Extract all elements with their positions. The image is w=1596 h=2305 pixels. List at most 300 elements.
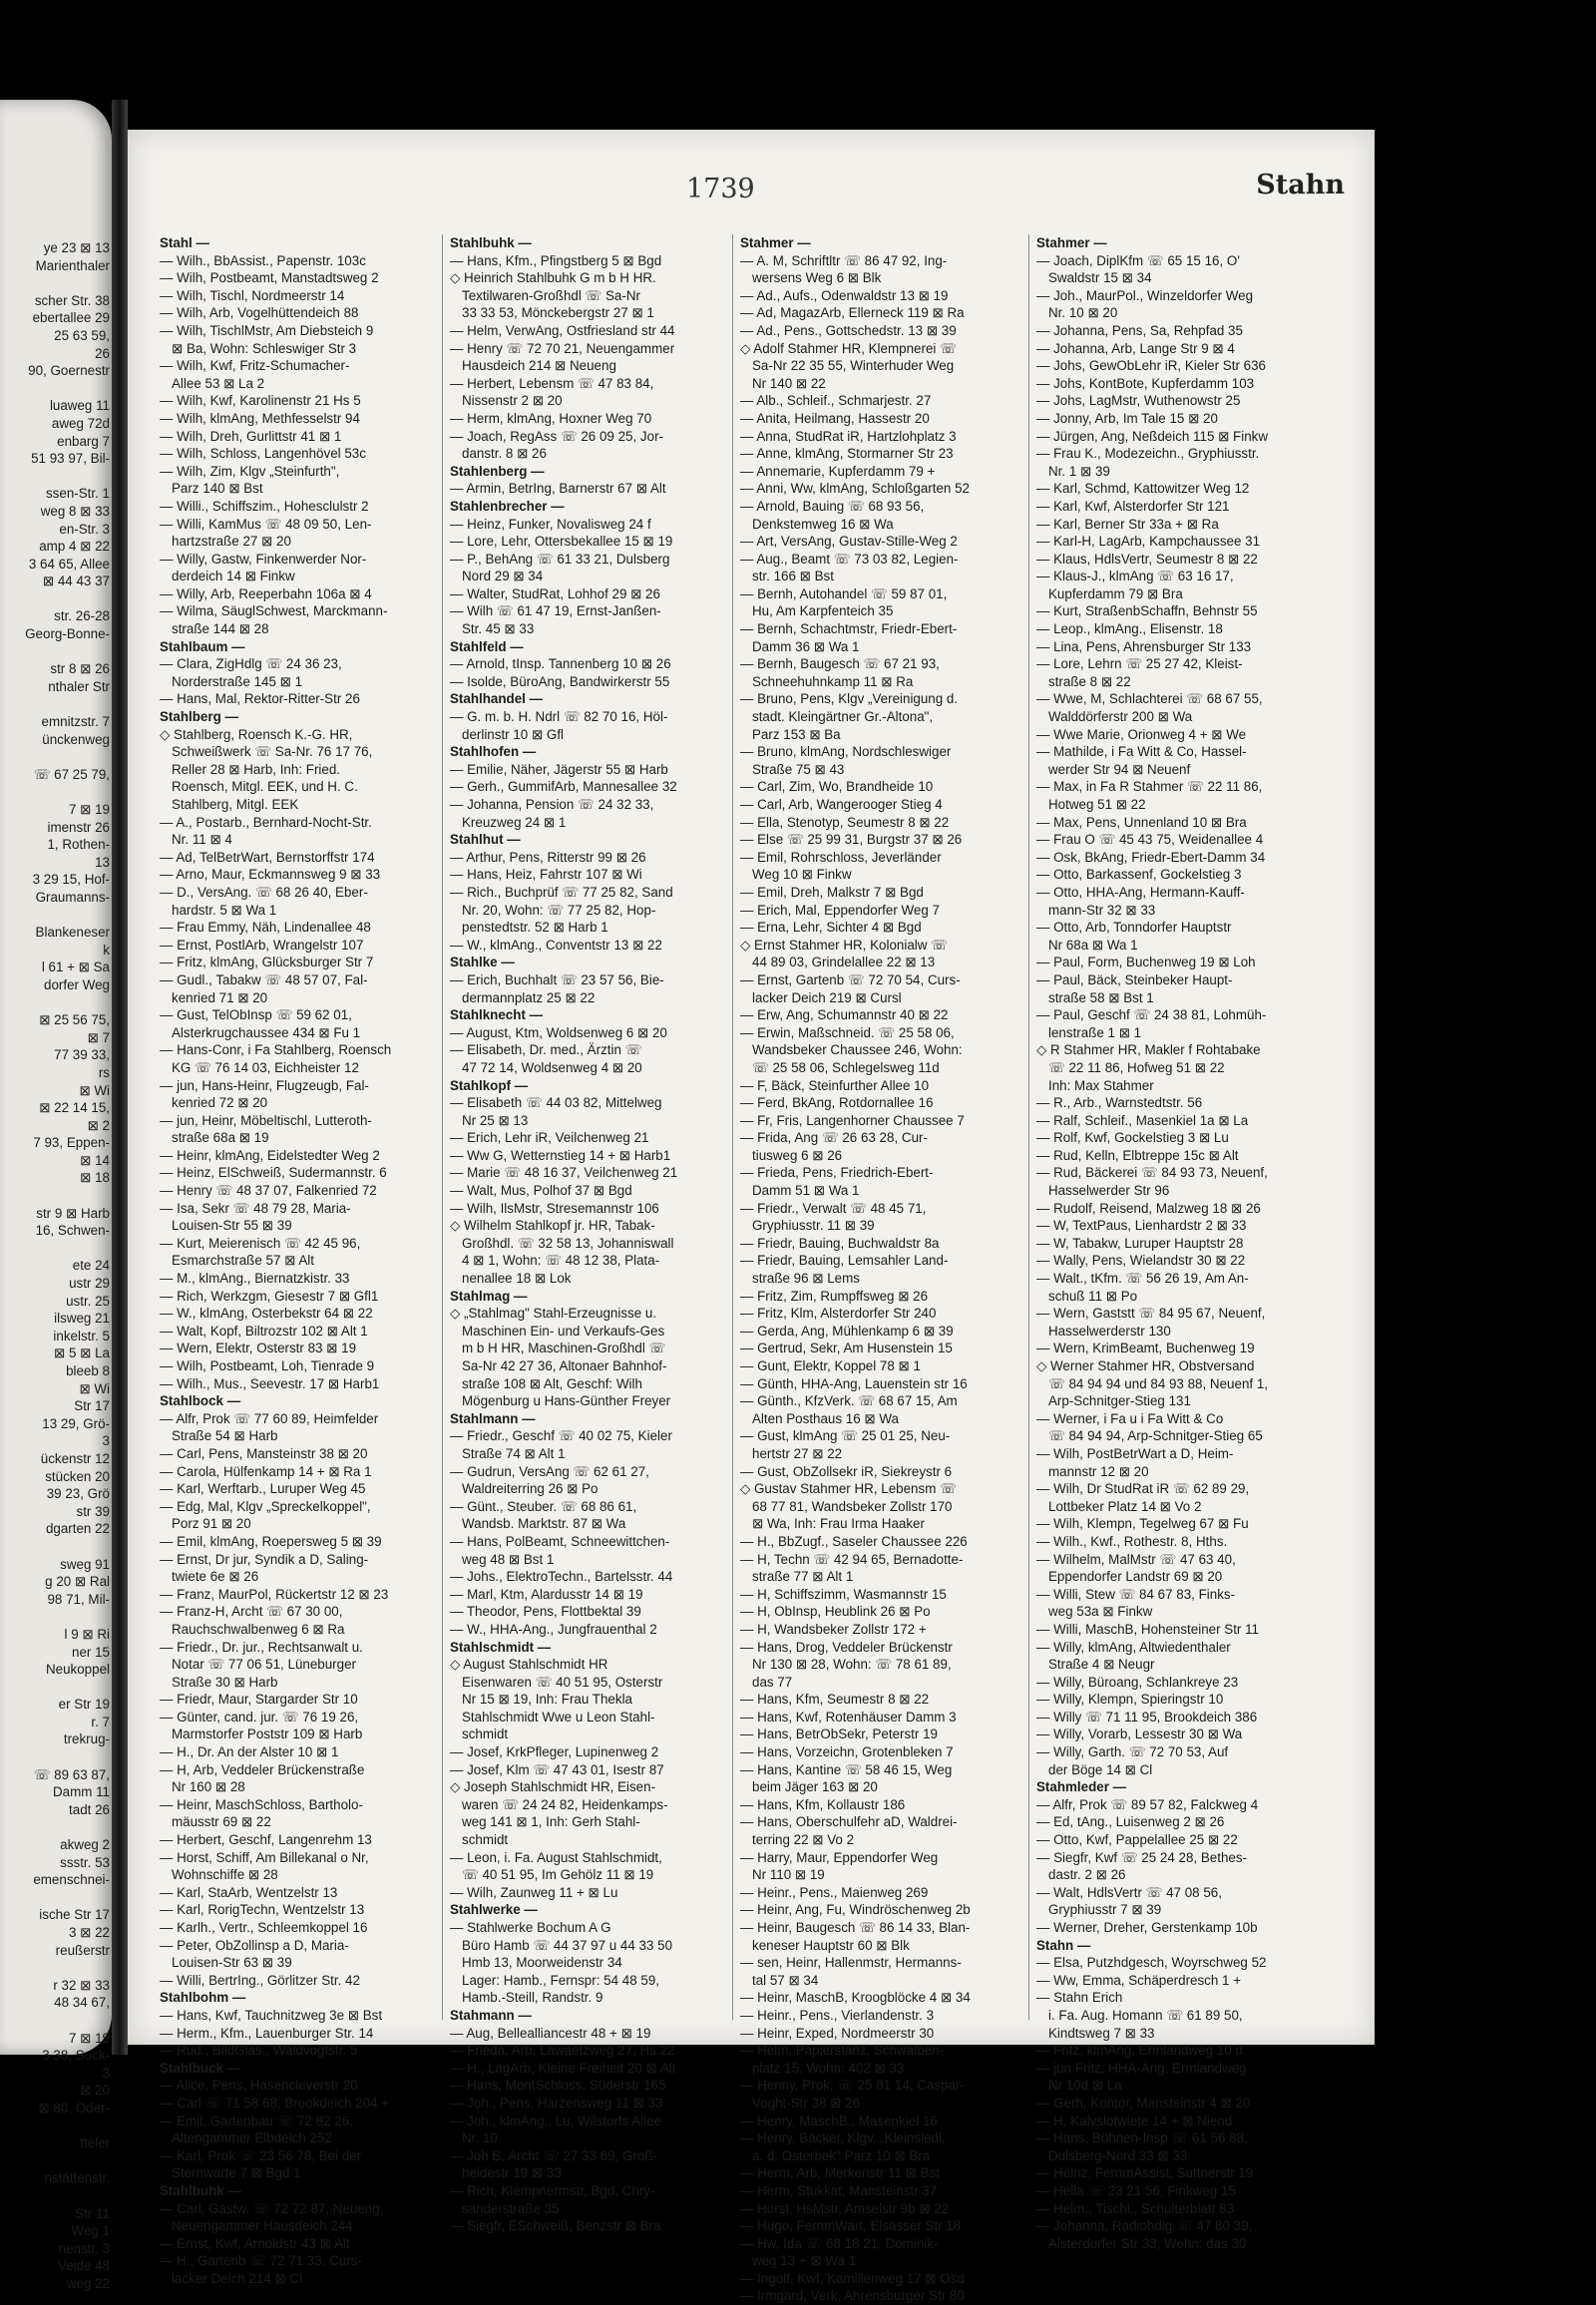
directory-entry-line: terring 22 ⊠ Vo 2 (752, 1832, 855, 1848)
directory-entry-line: — Gust, TelObInsp ☏ 59 62 01, (160, 1007, 352, 1023)
directory-entry-line: Stahlbuhk — (450, 235, 532, 250)
left-page-fragment (0, 695, 110, 713)
left-page-fragment (0, 1679, 110, 1697)
directory-entry-line: — Hans, Mal, Rektor-Ritter-Str 26 (160, 691, 360, 707)
directory-entry-line: Stahlberg, Mitgl. EEK (172, 797, 299, 812)
directory-entry-line: — Ad., Pens., Gottschedstr. 13 ⊠ 39 (740, 322, 957, 338)
left-page-fragment: Blankeneser (35, 925, 110, 941)
directory-entry-line: — Ernst, Dr jur, Syndik a D, Saling- (160, 1551, 369, 1567)
directory-entry-line: Altengammer Elbdeich 252 (172, 2130, 332, 2146)
directory-entry-line: — Erich, Mal, Eppendorfer Weg 7 (740, 902, 940, 918)
left-page-fragment: ssen-Str. 1 (45, 486, 110, 502)
directory-entry-line: — Hans, Kfm, Seumestr 8 ⊠ 22 (740, 1692, 930, 1708)
directory-entry-line: — Günter, cand. jur. ☏ 76 19 26, (160, 1709, 359, 1725)
directory-entry-line: i. Fa. Aug. Homann ☏ 61 89 50, (1048, 2007, 1243, 2023)
left-page-fragment: dgarten 22 (45, 1521, 110, 1537)
directory-entry-line: — Heinz, FernmAssist, Suttnerstr 19 (1036, 2165, 1254, 2181)
directory-entry-line: Hausdeich 214 ⊠ Neueng (462, 358, 616, 374)
left-page-fragment: ünckenweg (42, 731, 110, 747)
directory-entry-line: dermannplatz 25 ⊠ 22 (462, 989, 596, 1005)
directory-entry-line: — H., BbZugf., Saseler Chaussee 226 (740, 1533, 968, 1549)
directory-entry-line: — Stahlwerke Bochum A G (450, 1920, 611, 1935)
directory-entry-line: — Clara, ZigHdlg ☏ 24 36 23, (160, 656, 342, 672)
directory-entry-line: — Franz, MaurPol, Rückertstr 12 ⊠ 23 (160, 1586, 389, 1602)
directory-entry-line: — Wilh, Kwf, Fritz-Schumacher- (160, 358, 350, 374)
directory-entry-line: — W., klmAng, Osterbekstr 64 ⊠ 22 (160, 1306, 373, 1322)
directory-entry-line: — Bruno, Pens, Klgv „Vereinigung d. (740, 691, 959, 707)
directory-entry-line: — Annemarie, Kupferdamm 79 + (740, 463, 936, 479)
left-page-fragment: 39 23, Grö (46, 1486, 110, 1502)
directory-entry-line: — M., klmAng., Biernatzkistr. 33 (160, 1271, 350, 1287)
directory-entry-line: — Hans, Bühnen-Insp ☏ 61 56 88, (1036, 2130, 1248, 2146)
directory-entry-line: — Werner, Dreher, Gerstenkamp 10b (1036, 1920, 1258, 1935)
directory-entry-line: — Gerda, Ang, Mühlenkamp 6 ⊠ 39 (740, 1323, 954, 1339)
directory-entry-line: — Willy ☏ 71 11 95, Brookdeich 386 (1036, 1709, 1258, 1725)
left-page-fragment: 3 ⊠ 22 (68, 1925, 110, 1940)
directory-entry-line: Schneehuhnkamp 11 ⊠ Ra (752, 673, 914, 689)
directory-entry-line: straße 96 ⊠ Lems (752, 1271, 860, 1287)
left-page-fragment: 13 (95, 854, 110, 870)
directory-entry-line: der Böge 14 ⊠ Cl (1048, 1761, 1153, 1777)
directory-entry-line: weg 13 + ⊠ Wa 1 (752, 2253, 857, 2269)
directory-entry-line: a. d. Osterbek" Parz 10 ⊠ Bra (752, 2147, 931, 2163)
left-page-fragment: ner 15 (72, 1644, 110, 1660)
directory-entry-line: — Erwin, Maßschneid. ☏ 25 58 06, (740, 1024, 955, 1040)
directory-entry-line: Maschinen Ein- und Verkaufs-Ges (462, 1323, 665, 1339)
directory-entry-line: — Wwe, M, Schlachterei ☏ 68 67 55, (1036, 691, 1263, 707)
directory-entry-line: — Horst, HsMstr, Amselstr 9b ⊠ 22 (740, 2200, 950, 2216)
directory-entry-line: — W., klmAng., Conventstr 13 ⊠ 22 (450, 937, 662, 953)
directory-entry-line: Arp-Schnitger-Stieg 131 (1048, 1393, 1191, 1409)
directory-entry-line: — Carl, Zim, Wo, Brandheide 10 (740, 779, 934, 795)
directory-entry-line: — D., VersAng. ☏ 68 26 40, Eber- (160, 884, 368, 900)
directory-entry-line: — Gerh, Kontor, Mansteinstr 4 ⊠ 20 (1036, 2095, 1251, 2111)
directory-entry-line: ◇ Adolf Stahmer HR, Klempnerei ☏ (740, 340, 957, 356)
directory-entry-line: — Rudolf, Reisend, Malzweg 18 ⊠ 26 (1036, 1200, 1261, 1216)
left-page-fragment: ☏ 67 25 79, (33, 766, 110, 782)
directory-entry-line: — Herm., Kfm., Lauenburger Str. 14 (160, 2025, 374, 2041)
directory-entry-line: — Willi, Stew ☏ 84 67 83, Finks- (1036, 1586, 1236, 1602)
directory-entry-line: — Willi, MaschB, Hohensteiner Str 11 (1036, 1621, 1260, 1637)
directory-entry-line: Stahlknecht — (450, 1007, 544, 1023)
left-page-fragment: emnitzstr. 7 (41, 714, 110, 730)
left-page-fragment: r. 7 (91, 1714, 110, 1729)
left-page-fragment: ⊠ 7 (87, 1029, 110, 1045)
directory-entry-line: werder Str 94 ⊠ Neuenf (1048, 761, 1191, 777)
directory-entry-line: — Werner, i Fa u i Fa Witt & Co (1036, 1410, 1224, 1426)
book-spine (112, 100, 128, 2055)
left-page-fragment (0, 2012, 110, 2030)
left-page-fragment: imenstr 26 (47, 819, 110, 835)
directory-entry-line: — Bruno, klmAng, Nordschleswiger (740, 744, 952, 760)
left-page-fragment: dorfer Weg (44, 976, 110, 992)
directory-entry-line: — Heinr, Ang, Fu, Windröschenweg 2b (740, 1902, 971, 1918)
left-page-fragment: nthaler Str (48, 678, 110, 694)
left-page-fragment: 77 39 33, (54, 1047, 110, 1063)
directory-entry-line: — Kurt, Meierenisch ☏ 42 45 96, (160, 1235, 361, 1251)
directory-entry-line: — Wern, KrimBeamt, Buchenweg 19 (1036, 1341, 1255, 1356)
directory-entry-line: 44 89 03, Grindelallee 22 ⊠ 13 (752, 955, 936, 970)
directory-entry-line: — Johs., ElektroTechn., Bartelsstr. 44 (450, 1569, 673, 1585)
directory-entry-line: str. 166 ⊠ Bst (752, 569, 834, 584)
directory-entry-line: — Willy, klmAng, Altwiedenthaler (1036, 1639, 1231, 1655)
directory-entry-line: — Helm., Tischl., Schulterblatt 83 (1036, 2200, 1234, 2216)
directory-entry-line: Wohnschiffe ⊠ 28 (172, 1867, 278, 1883)
left-page-fragment: 3 29 15, Hof- (32, 872, 110, 888)
directory-entry-line: Nr. 10 (462, 2130, 498, 2146)
directory-entry-line: — Walt., tKfm. ☏ 56 26 19, Am An- (1036, 1271, 1249, 1287)
directory-entry-line: — Fritz, Zim, Rumpffsweg ⊠ 26 (740, 1288, 929, 1304)
directory-entry-line: schmidt (462, 1832, 509, 1848)
directory-entry-line: Hasselwerderstr 130 (1048, 1323, 1171, 1339)
directory-entry-line: — Karl, Prok ☏ 23 56 78, Bei der (160, 2147, 362, 2163)
directory-entry-line: — Isa, Sekr ☏ 48 79 28, Maria- (160, 1200, 351, 1216)
directory-entry-line: — F, Bäck, Steinfurther Allee 10 (740, 1077, 930, 1093)
left-page-fragment-column (0, 239, 110, 2292)
directory-entry-line: Dulsberg-Nord 33 ⊠ 33 (1048, 2147, 1188, 2163)
directory-entry-line: — Wilh, TischlMstr, Am Diebsteich 9 (160, 322, 374, 338)
directory-entry-line: — Max, Pens, Unnenland 10 ⊠ Bra (1036, 814, 1247, 830)
directory-entry-line: Straße 30 ⊠ Harb (172, 1674, 278, 1690)
directory-entry-line: dastr. 2 ⊠ 26 (1048, 1867, 1126, 1883)
page-number: 1739 (686, 174, 755, 204)
left-page-fragment: rs (98, 1064, 110, 1080)
directory-entry-line: Schweißwerk ☏ Sa-Nr. 76 17 76, (172, 744, 373, 760)
left-page-fragment: 3 64 65, Allee (28, 556, 110, 572)
directory-entry-line: — Anni, Ww, klmAng, Schloßgarten 52 (740, 481, 970, 497)
directory-entry-line: Großhdl. ☏ 32 58 13, Johanniswall (462, 1235, 674, 1251)
left-page-fragment (0, 1608, 110, 1626)
directory-entry-line: Sternwarte 7 ⊠ Bgd 1 (172, 2165, 301, 2181)
directory-entry-line: Hasselwerder Str 96 (1048, 1183, 1170, 1199)
directory-entry-line: — Ferd, BkAng, Rotdornallee 16 (740, 1095, 934, 1111)
directory-column-1 (160, 234, 444, 2287)
left-page-fragment: ⊠ Wi (79, 1380, 110, 1396)
directory-entry-line: — Hans, Kantine ☏ 58 46 15, Weg (740, 1761, 953, 1777)
directory-entry-line: — Siegfr, Kwf ☏ 25 24 28, Bethes- (1036, 1849, 1248, 1865)
directory-entry-line: weg 48 ⊠ Bst 1 (462, 1551, 555, 1567)
directory-entry-line: — Anna, StudRat iR, Hartzlohplatz 3 (740, 428, 957, 444)
page-header (128, 170, 1375, 213)
left-page-fragment: ische Str 17 (39, 1907, 110, 1923)
directory-entry-line: Nr. 11 ⊠ 4 (172, 832, 232, 848)
left-page-fragment: ückenstr 12 (40, 1450, 110, 1466)
left-page-fragment: tadt 26 (69, 1801, 110, 1817)
left-page-fragment: 7 ⊠ 19 (68, 2030, 110, 2046)
directory-entry-line: — Heinr., Pens., Vierlandenstr. 3 (740, 2007, 935, 2023)
directory-entry-line: — Gust, klmAng ☏ 25 01 25, Neu- (740, 1428, 951, 1444)
directory-entry-line: — Otto, Arb, Tonndorfer Hauptstr (1036, 920, 1232, 936)
directory-entry-line: — Carl, Pens, Mansteinstr 38 ⊠ 20 (160, 1445, 368, 1461)
directory-entry-line: — A. M, Schriftltr ☏ 86 47 92, Ing- (740, 252, 948, 268)
directory-entry-line: ◇ Heinrich Stahlbuhk G m b H HR. (450, 270, 656, 286)
left-page-fragment: l 9 ⊠ Ri (64, 1626, 110, 1642)
left-page-fragment (0, 380, 110, 398)
left-page-fragment (0, 468, 110, 486)
directory-entry-line: ◇ Joseph Stahlschmidt HR, Eisen- (450, 1779, 656, 1795)
left-page-fragment: 3 38, Suck- (42, 2048, 110, 2064)
directory-entry-line: — Carola, Hülfenkamp 14 + ⊠ Ra 1 (160, 1463, 372, 1479)
directory-entry-line: Stahl — (160, 235, 209, 250)
left-page-fragment: ⊠ 2 (87, 1117, 110, 1133)
directory-entry-line: ☏ 84 94 94, Arp-Schnitger-Stieg 65 (1048, 1428, 1263, 1444)
left-page-fragment: nenstr. 3 (58, 2240, 110, 2256)
left-page-fragment: ⊠ 22 14 15, (39, 1100, 110, 1116)
directory-entry-line: — Frida, Ang ☏ 26 63 28, Cur- (740, 1130, 928, 1146)
directory-entry-line: Nr. 1 ⊠ 39 (1048, 463, 1110, 479)
directory-entry-line: — Wilh, Schloss, Langenhövel 53c (160, 446, 366, 462)
directory-entry-line: — Lore, Lehrn ☏ 25 27 42, Kleist- (1036, 656, 1243, 672)
directory-entry-line: Stahmer — (1036, 235, 1107, 250)
directory-entry-line: Kindtsweg 7 ⊠ 33 (1048, 2025, 1155, 2041)
directory-entry-line: — H, Techn ☏ 42 94 65, Bernadotte- (740, 1551, 964, 1567)
directory-entry-line: Stahlfeld — (450, 638, 524, 654)
directory-entry-line: Louisen-Str 63 ⊠ 39 (172, 1955, 292, 1971)
directory-entry-line: Voght-Str 38 ⊠ 26 (752, 2095, 860, 2111)
directory-entry-line: ☏ 84 94 94 und 84 93 88, Neuenf 1, (1048, 1375, 1269, 1391)
directory-entry-line: straße 108 ⊠ Alt, Geschf: Wilh (462, 1375, 642, 1391)
directory-entry-line: — Else ☏ 25 99 31, Burgstr 37 ⊠ 26 (740, 832, 963, 848)
directory-entry-line: — Walter, StudRat, Lohhof 29 ⊠ 26 (450, 585, 660, 601)
directory-entry-line: — Johanna, Pens, Sa, Rehpfad 35 (1036, 322, 1243, 338)
directory-entry-line: Stahlbaum — (160, 638, 245, 654)
directory-entry-line: — Klaus-J., klmAng ☏ 63 16 17, (1036, 569, 1234, 584)
left-page-fragment: er Str 19 (58, 1697, 110, 1713)
left-page-fragment: Marienthaler (35, 257, 110, 273)
directory-entry-line: derlinstr 10 ⊠ Gfl (462, 726, 565, 742)
directory-entry-line: — Hugo, FernmWart, Elsässer Str 18 (740, 2218, 962, 2234)
left-page-fragment: g 20 ⊠ Ral (45, 1574, 110, 1590)
directory-entry-line: Esmarchstraße 57 ⊠ Alt (172, 1253, 314, 1269)
directory-entry-line: — Rud., BildGlas., Waldvogtstr. 5 (160, 2043, 358, 2059)
directory-entry-line: — Alice, Pens, Hasencleverstr 20 (160, 2078, 358, 2094)
directory-entry-line: lacker Deich 214 ⊠ Cl (172, 2270, 303, 2286)
directory-entry-line: — Willi., Schiffszim., Hohesclulstr 2 (160, 498, 369, 514)
directory-entry-line: Stahlenberg — (450, 463, 545, 479)
directory-entry-line: Nr 110 ⊠ 19 (752, 1867, 825, 1883)
directory-entry-line: — Wilh, Dr StudRat iR ☏ 62 89 29, (1036, 1481, 1250, 1497)
left-page-fragment: 13 29, Grö- (42, 1415, 110, 1431)
directory-entry-line: 47 72 14, Woldsenweg 4 ⊠ 20 (462, 1059, 642, 1075)
directory-entry-line: — Hans-Conr, i Fa Stahlberg, Roensch (160, 1042, 392, 1058)
left-page-fragment: Georg-Bonne- (25, 626, 110, 642)
directory-entry-line: Hamb.-Steill, Randstr. 9 (462, 1990, 603, 2006)
left-page-fragment: scher Str. 38 (34, 292, 110, 308)
directory-entry-line: Nr 140 ⊠ 22 (752, 375, 826, 391)
left-page-fragment: stücken 20 (45, 1468, 110, 1484)
directory-entry-line: — Rud, Bäckerei ☏ 84 93 73, Neuenf, (1036, 1165, 1268, 1181)
left-page-fragment: sweg 91 (60, 1556, 110, 1572)
directory-entry-line: — Joh., Pens, Harzensweg 11 ⊠ 33 (450, 2095, 663, 2111)
left-page-fragment: weg 8 ⊠ 33 (40, 503, 110, 519)
directory-entry-line: — H, Kalvslotwiete 14 + ⊠ Niend (1036, 2113, 1233, 2128)
left-page-fragment: ebertallee 29 (32, 310, 110, 326)
directory-entry-line: Str. 45 ⊠ 33 (462, 621, 535, 637)
directory-entry-line: — Helm, Papierstanz, Schwalben- (740, 2043, 944, 2059)
directory-entry-line: 33 33 53, Mönckebergstr 27 ⊠ 1 (462, 305, 654, 321)
directory-entry-line: Straße 74 ⊠ Alt 1 (462, 1445, 566, 1461)
directory-entry-line: — Heinr, Baugesch ☏ 86 14 33, Blan- (740, 1920, 971, 1935)
directory-entry-line: — Johanna, Radiohdlg ☏ 47 80 39, (1036, 2218, 1253, 2234)
directory-entry-line: — Wilh, Zim, Klgv „Steinfurth", (160, 463, 340, 479)
directory-entry-line: nenallee 18 ⊠ Lok (462, 1271, 572, 1287)
directory-entry-line: — Emilie, Näher, Jägerstr 55 ⊠ Harb (450, 761, 668, 777)
directory-entry-line: — Ralf, Schleif., Masenkiel 1a ⊠ La (1036, 1112, 1249, 1128)
left-page-fragment: Weg 1 (71, 2223, 110, 2239)
directory-entry-line: — Karlh., Vertr., Schleemkoppel 16 (160, 1920, 368, 1935)
left-page-fragment: str 9 ⊠ Harb (36, 1205, 110, 1221)
directory-entry-line: — Friedr, Bauing, Buchwaldstr 8a (740, 1235, 940, 1251)
left-page-fragment: Str 17 (74, 1398, 110, 1414)
directory-entry-line: Eppendorfer Landstr 69 ⊠ 20 (1048, 1569, 1223, 1585)
directory-entry-line: — Gudl., Tabakw ☏ 48 57 07, Fal- (160, 971, 368, 987)
directory-entry-line: — Frau K., Modezeichn., Gryphiusstr. (1036, 446, 1260, 462)
left-page-fragment (0, 1889, 110, 1907)
directory-entry-line: — Rich, Werkzgm, Giesestr 7 ⊠ Gfl1 (160, 1288, 379, 1304)
directory-entry-line: — Günth., KfzVerk. ☏ 68 67 15, Am (740, 1393, 958, 1409)
directory-entry-line: Stahlwerke — (450, 1902, 538, 1918)
directory-entry-line: straße 8 ⊠ 22 (1048, 673, 1131, 689)
directory-entry-line: — Joach, DiplKfm ☏ 65 15 16, O' (1036, 252, 1240, 268)
directory-entry-line: — August, Ktm, Woldsenweg 6 ⊠ 20 (450, 1024, 667, 1040)
directory-entry-line: — Wilh, Dreh, Gurlittstr 41 ⊠ 1 (160, 428, 342, 444)
directory-entry-line: Lager: Hamb., Fernspr: 54 48 59, (462, 1972, 659, 1988)
directory-entry-line: — Wilh ☏ 61 47 19, Ernst-Janßen- (450, 603, 661, 619)
directory-entry-line: Stahmann — (450, 2007, 532, 2023)
directory-entry-line: keneser Hauptstr 60 ⊠ Blk (752, 1937, 910, 1953)
running-head: Stahn (1256, 170, 1345, 200)
directory-entry-line: — R., Arb., Warnstedtstr. 56 (1036, 1095, 1203, 1111)
left-page-fragment (0, 643, 110, 661)
directory-entry-line: — Heinr, klmAng, Eidelstedter Weg 2 (160, 1147, 380, 1163)
directory-entry-line: — Hans, Kfm, Kollaustr 186 (740, 1796, 906, 1812)
left-page-fragment: str 8 ⊠ 26 (50, 661, 110, 677)
directory-entry-line: Parz 153 ⊠ Ba (752, 726, 841, 742)
directory-entry-line: Nr. 20, Wohn: ☏ 77 25 82, Hop- (462, 902, 656, 918)
directory-entry-line: — Wilh, PostBetrWart a D, Heim- (1036, 1445, 1234, 1461)
directory-entry-line: — Wilh, Postbeamt, Loh, Tienrade 9 (160, 1358, 375, 1373)
left-page-fragment (0, 1240, 110, 1258)
directory-entry-line: — Klaus, HdlsVertr, Seumestr 8 ⊠ 22 (1036, 551, 1258, 567)
directory-entry-line: — Emil, Rohrschloss, Jeverländer (740, 849, 942, 865)
left-page-fragment (0, 1187, 110, 1205)
left-page-fragment: 3 (102, 2065, 110, 2081)
directory-entry-line: — Wilh, Tischl, Nordmeerstr 14 (160, 287, 345, 303)
left-page-fragment: str 39 (76, 1503, 110, 1519)
directory-entry-line: Norderstraße 145 ⊠ 1 (172, 673, 303, 689)
directory-entry-line: Stahlhofen — (450, 744, 537, 760)
directory-entry-line: — Otto, Kwf, Pappelallee 25 ⊠ 22 (1036, 1832, 1238, 1848)
directory-entry-line: — Friedr, Bauing, Lemsahler Land- (740, 1253, 949, 1269)
directory-entry-line: — Herbert, Lebensm ☏ 47 83 84, (450, 375, 654, 391)
directory-entry-line: — Heinr, MaschSchloss, Bartholo- (160, 1796, 363, 1812)
directory-entry-line: — Henry ☏ 48 37 07, Falkenried 72 (160, 1183, 377, 1199)
directory-entry-line: — Willy, Arb, Reeperbahn 106a ⊠ 4 (160, 585, 372, 601)
directory-entry-line: — Anne, klmAng, Stormarner Str 23 (740, 446, 954, 462)
directory-entry-line: — Aug, Bellealliancestr 48 + ⊠ 19 (450, 2025, 651, 2041)
directory-entry-line: — Fritz, klmAng, Glücksburger Str 7 (160, 955, 374, 970)
left-page-fragment (0, 1538, 110, 1556)
left-page-fragment: weg 22 (66, 2275, 110, 2291)
directory-entry-line: — Hans, Kfm., Pfingstberg 5 ⊠ Bgd (450, 252, 662, 268)
directory-entry-line: straße 77 ⊠ Alt 1 (752, 1569, 854, 1585)
directory-entry-line: ◇ „Stahlmag" Stahl-Erzeugnisse u. (450, 1306, 657, 1322)
directory-entry-line: Sa-Nr 22 35 55, Winterhuder Weg (752, 358, 955, 374)
directory-entry-line: Stahlschmidt — (450, 1639, 552, 1655)
directory-entry-line: — Wilh, Zaunweg 11 + ⊠ Lu (450, 1884, 618, 1900)
directory-entry-line: Neuengammer Hausdeich 244 (172, 2218, 353, 2234)
left-facing-page-edge (0, 100, 112, 2291)
directory-entry-line: — Lore, Lehr, Ottersbekallee 15 ⊠ 19 (450, 534, 673, 550)
directory-entry-line: das 77 (752, 1674, 793, 1690)
left-page-fragment (0, 1748, 110, 1766)
left-page-fragment: Damm 11 (52, 1784, 110, 1800)
directory-entry-line: — Karl-H, LagArb, Kampchaussee 31 (1036, 534, 1261, 550)
directory-entry-line: Lottbeker Platz 14 ⊠ Vo 2 (1048, 1498, 1202, 1514)
directory-entry-line: — Kurt, StraßenbSchaffn, Behnstr 55 (1036, 603, 1258, 619)
directory-entry-line: Hu, Am Karpfenteich 35 (752, 603, 894, 619)
directory-entry-line: — Bernh, Baugesch ☏ 67 21 93, (740, 656, 940, 672)
directory-entry-line: Stahlbohm — (160, 1990, 246, 2006)
directory-entry-line: — Joh B, Archt ☏ 27 33 69, Groß- (450, 2147, 658, 2163)
directory-entry-line: Sa-Nr 42 27 36, Altonaer Bahnhof- (462, 1358, 667, 1373)
directory-entry-line: Straße 4 ⊠ Neugr (1048, 1657, 1155, 1673)
directory-entry-line: weg 141 ⊠ 1, Inh: Gerh Stahl- (462, 1814, 640, 1830)
directory-entry-line: Stahlbock — (160, 1393, 241, 1409)
directory-entry-line: Nr 160 ⊠ 28 (172, 1779, 245, 1795)
directory-entry-line: — Carl ☏ 71 58 68, Brookdeich 204 + (160, 2095, 390, 2111)
directory-entry-line: Notar ☏ 77 06 51, Lüneburger (172, 1657, 356, 1673)
directory-column-2 (450, 234, 734, 2235)
directory-entry-line: — Theodor, Pens, Flottbektal 39 (450, 1604, 641, 1620)
directory-entry-line: Straße 54 ⊠ Harb (172, 1428, 278, 1444)
directory-entry-line: Stahlkopf — (450, 1077, 529, 1093)
directory-entry-line: — Johs, GewObLehr iR, Kieler Str 636 (1036, 358, 1266, 374)
directory-entry-line: — Ad., Aufs., Odenwaldstr 13 ⊠ 19 (740, 287, 949, 303)
directory-entry-line: — Hans, Drog, Veddeler Brückenstr (740, 1639, 953, 1655)
directory-entry-line: Roensch, Mitgl. EEK, und H. C. (172, 779, 358, 795)
left-page-fragment: Neukoppel (45, 1662, 110, 1678)
directory-entry-line: — Henry, Bäcker, Klgv. „Kleinsiedl. (740, 2130, 946, 2146)
directory-entry-line: — Bernh, Schachtmstr, Friedr-Ebert- (740, 621, 958, 637)
directory-entry-line: — Fritz, klmAng, Ermlandweg 10 d (1036, 2043, 1243, 2059)
directory-entry-line: — Gust, ObZollsekr iR, Siekreystr 6 (740, 1463, 953, 1479)
directory-entry-line: — Bernh, Autohandel ☏ 59 87 01, (740, 585, 948, 601)
directory-entry-line: — G. m. b. H. Ndrl ☏ 82 70 16, Höl- (450, 709, 668, 725)
directory-entry-line: ◇ Ernst Stahmer HR, Kolonialw ☏ (740, 937, 948, 953)
left-page-fragment (0, 590, 110, 608)
left-page-fragment: 1, Rothen- (47, 837, 110, 853)
left-page-fragment: emenschnei- (33, 1872, 110, 1888)
directory-entry-line: Damm 36 ⊠ Wa 1 (752, 638, 860, 654)
directory-entry-line: Parz 140 ⊠ Bst (172, 481, 263, 497)
directory-entry-line: — Arthur, Pens, Ritterstr 99 ⊠ 26 (450, 849, 646, 865)
directory-entry-line: — Emil, klmAng, Roepersweg 5 ⊠ 39 (160, 1533, 382, 1549)
directory-entry-line: — Alb., Schleif., Schmarjestr. 27 (740, 393, 932, 409)
directory-entry-line: m b H HR, Maschinen-Großhdl ☏ (462, 1341, 666, 1356)
directory-entry-line: — Wwe Marie, Orionweg 4 + ⊠ We (1036, 726, 1247, 742)
left-page-fragment: amp 4 ⊠ 22 (39, 539, 110, 555)
directory-entry-line: — Edg, Mal, Klgv „Spreckelkoppel", (160, 1498, 371, 1514)
left-page-fragment: 98 71, Mil- (47, 1591, 110, 1607)
directory-entry-line: 4 ⊠ 1, Wohn: ☏ 48 12 38, Plata- (462, 1253, 660, 1269)
directory-entry-line: schmidt (462, 1727, 509, 1742)
directory-entry-line: Nr 68a ⊠ Wa 1 (1048, 937, 1138, 953)
directory-entry-line: Louisen-Str 55 ⊠ 39 (172, 1218, 292, 1234)
directory-entry-line: — Stahn Erich (1036, 1990, 1123, 2006)
directory-entry-line: — Herm, klmAng, Hoxner Weg 70 (450, 410, 652, 426)
directory-entry-line: Kreuzweg 24 ⊠ 1 (462, 814, 567, 830)
